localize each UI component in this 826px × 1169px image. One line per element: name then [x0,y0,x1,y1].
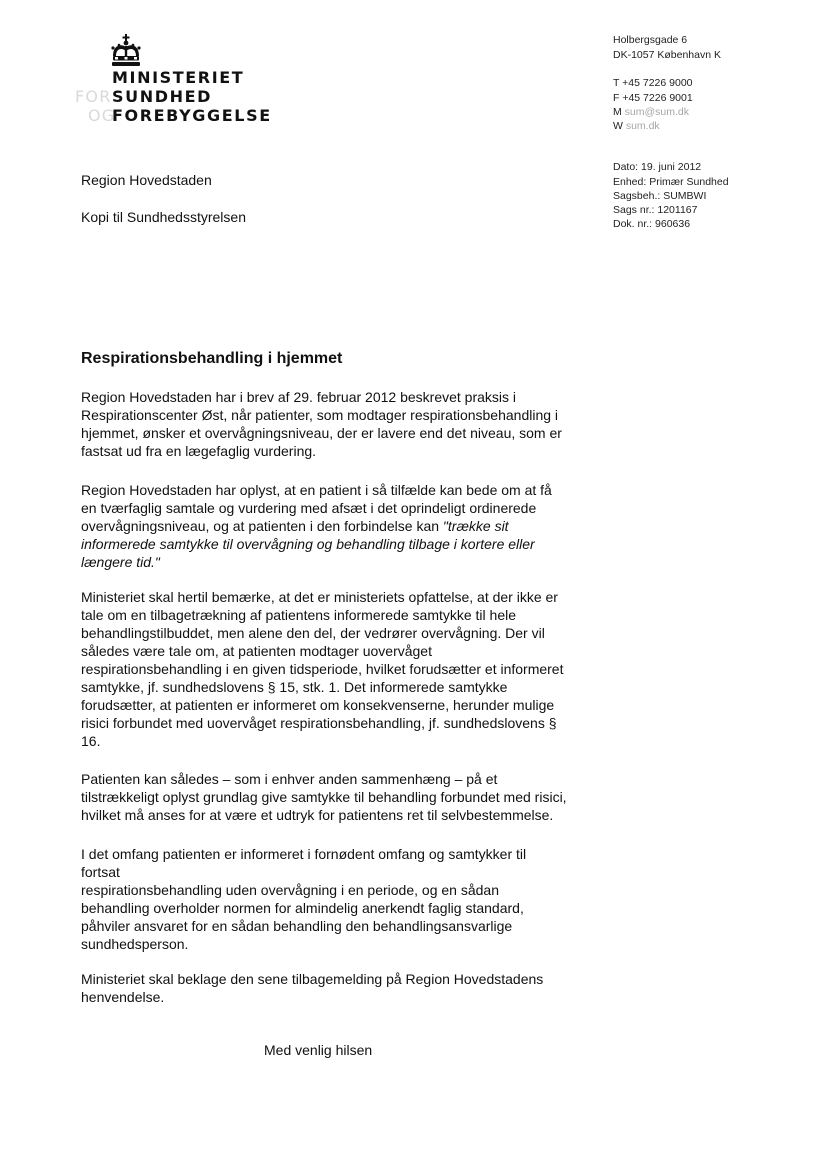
quote-line: informerede samtykke til overvågning og behandling tilbage i kortere eller [81,536,535,552]
mail-letter: M [613,106,622,118]
meta-unit: Enhed: Primær Sundhed [613,176,729,188]
text-line: behandlingstilbuddet, men alene den del, der vedrører overvågning. Der vil [81,625,545,641]
text-line: samtykke, jf. sundhedslovens § 15, stk. 1. Det informerede samtykke [81,679,508,695]
logo-line-ministeriet: MINISTERIET [112,68,245,87]
text-line: respirationsbehandling i en given tidsperiode, hvilket forudsætter et informeret [81,661,564,677]
web-letter: W [613,120,623,132]
closing-greeting: Med venlig hilsen [264,1042,373,1058]
text-line: henvendelse. [81,989,165,1005]
text-line: hjemmet, ønsker et overvågningsniveau, der er lavere end det niveau, som er [81,425,562,441]
web-value: sum.dk [625,120,660,132]
logo-line-forebyggelse: FOREBYGGELSE [112,106,272,125]
letter-title: Respirationsbehandling i hjemmet [81,350,343,367]
sender-web [613,119,660,134]
quote-start: "trække sit [442,518,509,534]
text-line: behandling overholder normen for almindelig anerkendt faglig standard, [81,900,524,916]
text-line: tale om en tilbagetrækning af patientens informerede samtykke til hele [81,607,517,623]
text-line: fortsat [81,864,120,880]
sender-street: Holbergsgade 6 [613,34,688,46]
recipient: Region Hovedstaden [81,172,212,188]
paragraph-3 [81,588,581,750]
text-line: 16. [81,733,101,749]
quote-line: længere tid." [81,554,160,570]
copy-recipient: Kopi til Sundhedsstyrelsen [81,209,246,225]
paragraph-2 [81,481,581,571]
text-line: Patienten kan således – som i enhver anden sammenhæng – på et [81,771,498,787]
text-line: en tværfaglig samtale og vurdering med afsæt i det oprindeligt ordinerede [81,500,537,516]
text-line [81,517,581,535]
text-line: risici forbundet med uovervåget respirationsbehandling, jf. sundhedslovens § [81,715,557,731]
paragraph-4 [81,770,581,824]
sender-fax: F +45 7226 9001 [613,92,693,104]
mail-value: sum@sum.dk [624,106,690,118]
logo-faint-og: OG [88,106,116,125]
text-line-start: overvågningsniveau, og at patienten i den forbindelse kan [81,518,443,534]
text-line: Region Hovedstaden har i brev af 29. februar 2012 beskrevet praksis i [81,389,517,405]
text-line: Ministeriet skal beklage den sene tilbagemelding på Region Hovedstadens [81,971,544,987]
paragraph-1 [81,388,581,460]
sender-city: DK-1057 København K [613,49,721,61]
meta-date: Dato: 19. juni 2012 [613,161,702,173]
text-line: Region Hovedstaden har oplyst, at en patient i så tilfælde kan bede om at få [81,482,552,498]
text-line: forudsætter, at patienten er informeret om konsekvenserne, herunder mulige [81,697,555,713]
text-line: Ministeriet skal hertil bemærke, at det er ministeriets opfattelse, at der ikke er [81,589,558,605]
sender-phone: T +45 7226 9000 [613,77,693,89]
text-line: I det omfang patienten er informeret i fornødent omfang og samtykker til [81,846,527,862]
logo-line-sundhed: SUNDHED [112,87,212,106]
text-line: sundhedsperson. [81,936,189,952]
text-line: således være tale om, at patienten modtager uovervåget [81,643,432,659]
royal-crown-icon [108,34,144,68]
text-line: tilstrækkeligt oplyst grundlag give samtykke til behandling forbundet med risici, [81,789,567,805]
paragraph-6 [81,970,581,1006]
meta-case-number: Sags nr.: 1201167 [613,204,698,216]
text-line: Respirationscenter Øst, når patienter, som modtager respirationsbehandling i [81,407,559,423]
meta-document-number: Dok. nr.: 960636 [613,218,691,230]
paragraph-5 [81,845,581,953]
meta-caseworker: Sagsbeh.: SUMBWI [613,190,707,202]
sender-mail [613,105,689,120]
text-line: fastsat ud fra en lægefaglig vurdering. [81,443,317,459]
text-line: respirationsbehandling uden overvågning i en periode, og en sådan [81,882,499,898]
logo-faint-for: FOR [75,87,112,106]
text-line: hvilket må anses for at være et udtryk for patientens ret til selvbestemmelse. [81,807,554,823]
text-line: påhviler ansvaret for en sådan behandling den behandlingsansvarlige [81,918,513,934]
